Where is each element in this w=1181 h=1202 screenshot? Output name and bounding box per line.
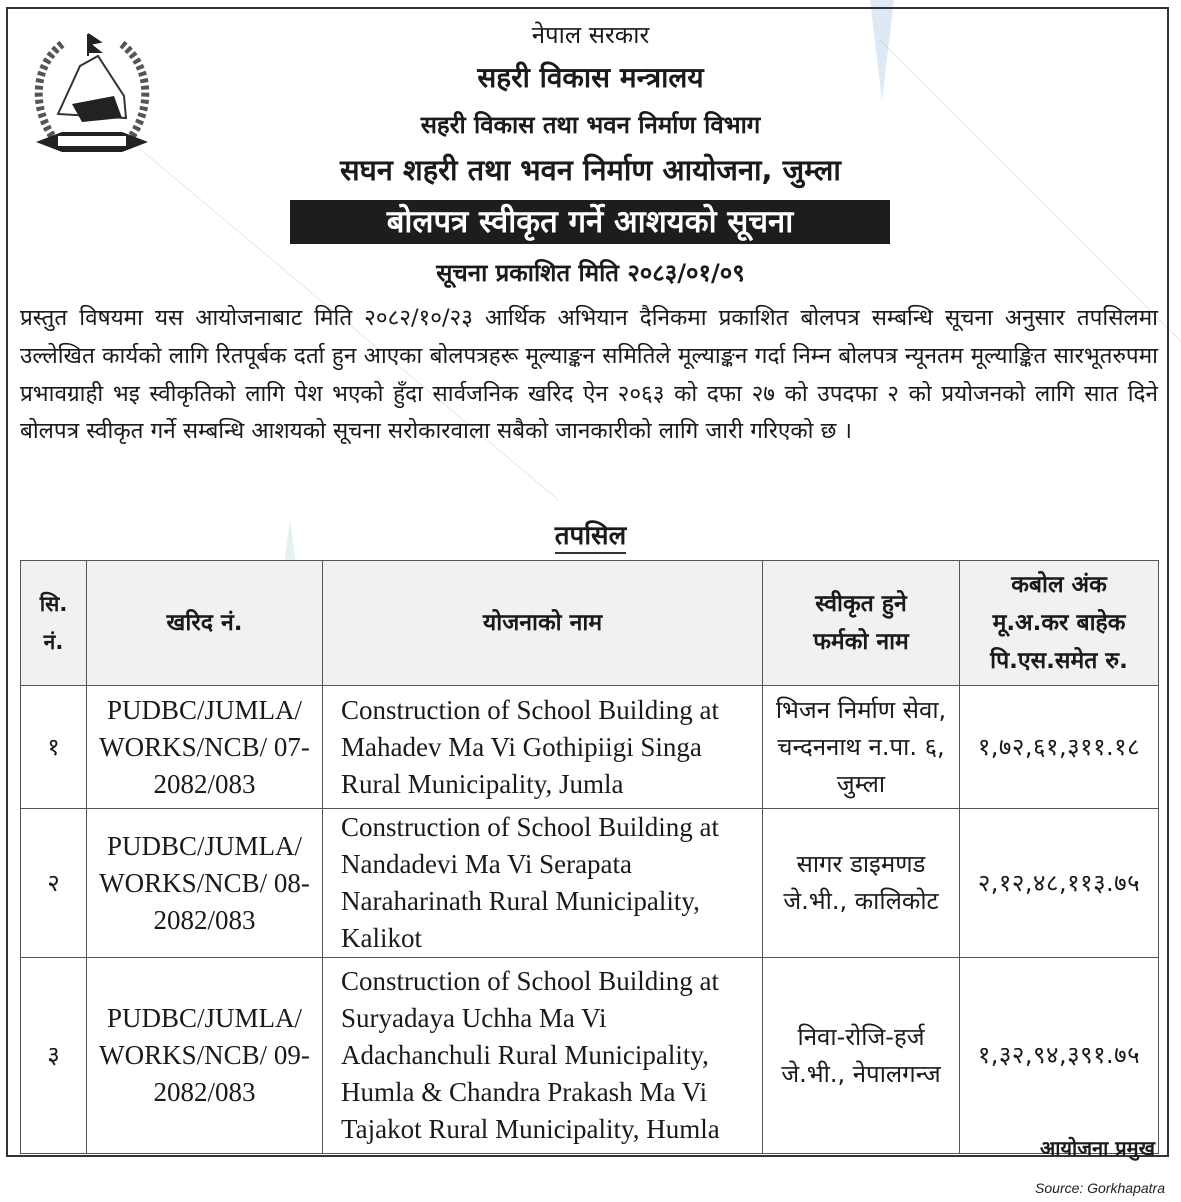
header-project-name: योजनाको नाम <box>323 561 763 686</box>
cell-firm-name: निवा-रोजि-हर्ज जे.भी., नेपालगन्ज <box>763 958 960 1154</box>
cell-bid-amount: १,७२,६१,३११.१८ <box>960 686 1159 809</box>
table-row <box>21 809 1159 958</box>
cell-procurement-no: PUDBC/JUMLA/ WORKS/NCB/ 07-2082/083 <box>87 686 323 809</box>
publication-date: सूचना प्रकाशित मिति २०८३/०१/०९ <box>436 259 745 287</box>
notice-title-banner: बोलपत्र स्वीकृत गर्ने आशयको सूचना <box>290 200 890 244</box>
cell-procurement-no: PUDBC/JUMLA/ WORKS/NCB/ 08-2082/083 <box>87 809 323 958</box>
header-sn: सि. नं. <box>21 561 87 686</box>
cell-firm-name: भिजन निर्माण सेवा, चन्दननाथ न.पा. ६, जुम्ला <box>763 686 960 809</box>
ministry-name: सहरी विकास मन्त्रालय <box>477 61 704 94</box>
table-header-row <box>21 561 1159 686</box>
table-row <box>21 686 1159 809</box>
cell-project-name: Construction of School Building at Suryadaya Uchha Ma Vi Adachanchuli Rural Municipality, Humla & Chandra Prakash Ma Vi Tajakot Rural Municipality, Humla <box>323 958 763 1154</box>
cell-procurement-no: PUDBC/JUMLA/ WORKS/NCB/ 09-2082/083 <box>87 958 323 1154</box>
cell-sn: २ <box>21 809 87 958</box>
government-name: नेपाल सरकार <box>531 21 650 49</box>
table-row <box>21 958 1159 1154</box>
cell-firm-name: सागर डाइमणड जे.भी., कालिकोट <box>763 809 960 958</box>
tender-table <box>20 560 1159 1154</box>
cell-bid-amount: १,३२,९४,३९१.७५ <box>960 958 1159 1154</box>
cell-sn: ३ <box>21 958 87 1154</box>
header-firm-name: स्वीकृत हुने फर्मको नाम <box>763 561 960 686</box>
source-credit: Source: Gorkhapatra <box>1035 1180 1165 1196</box>
cell-sn: १ <box>21 686 87 809</box>
header-bid-amount: कबोल अंक मू.अ.कर बाहेक पि.एस.समेत रु. <box>960 561 1159 686</box>
cell-bid-amount: २,१२,४८,११३.७५ <box>960 809 1159 958</box>
notice-body: प्रस्तुत विषयमा यस आयोजनाबाट मिति २०८२/१०/२३ आर्थिक अभियान दैनिकमा प्रकाशित बोलपत्र सम्बन्धि सूचना अनुसार तपसिलमा उल्लेखित कार्यको लागि रितपूर्बक दर्ता हुन आएका बोलपत्रहरू मूल्याङ्कन समितिले मूल्याङ्कन गर्दा निम्न बोलपत्र न्यूनतम मूल्याङ्कित सारभूतरुपमा प्रभावग्राही भइ स्वीकृतिको लागि पेश भएको हुँदा सार्वजनिक खरिद ऐन २०६३ को दफा २७ को उपदफा २ को प्रयोजनको लागि सात दिने बोलपत्र स्वीकृत गर्ने सम्बन्धि आशयको सूचना सरोकारवाला सबैको जानकारीको लागि जारी गरिएको छ । <box>20 305 1158 445</box>
table-title <box>0 516 1181 552</box>
header-procurement-no: खरिद नं. <box>87 561 323 686</box>
cell-project-name: Construction of School Building at Mahadev Ma Vi Gothipiigi Singa Rural Municipality, Jumla <box>323 686 763 809</box>
table-title-text: तपसिल <box>555 521 627 554</box>
department-name: सहरी विकास तथा भवन निर्माण विभाग <box>420 111 761 139</box>
signatory-title: आयोजना प्रमुख <box>1039 1136 1155 1160</box>
cell-project-name: Construction of School Building at Nandadevi Ma Vi Serapata Naraharinath Rural Municipality, Kalikot <box>323 809 763 958</box>
project-office-name: सघन शहरी तथा भवन निर्माण आयोजना, जुम्ला <box>340 153 841 187</box>
